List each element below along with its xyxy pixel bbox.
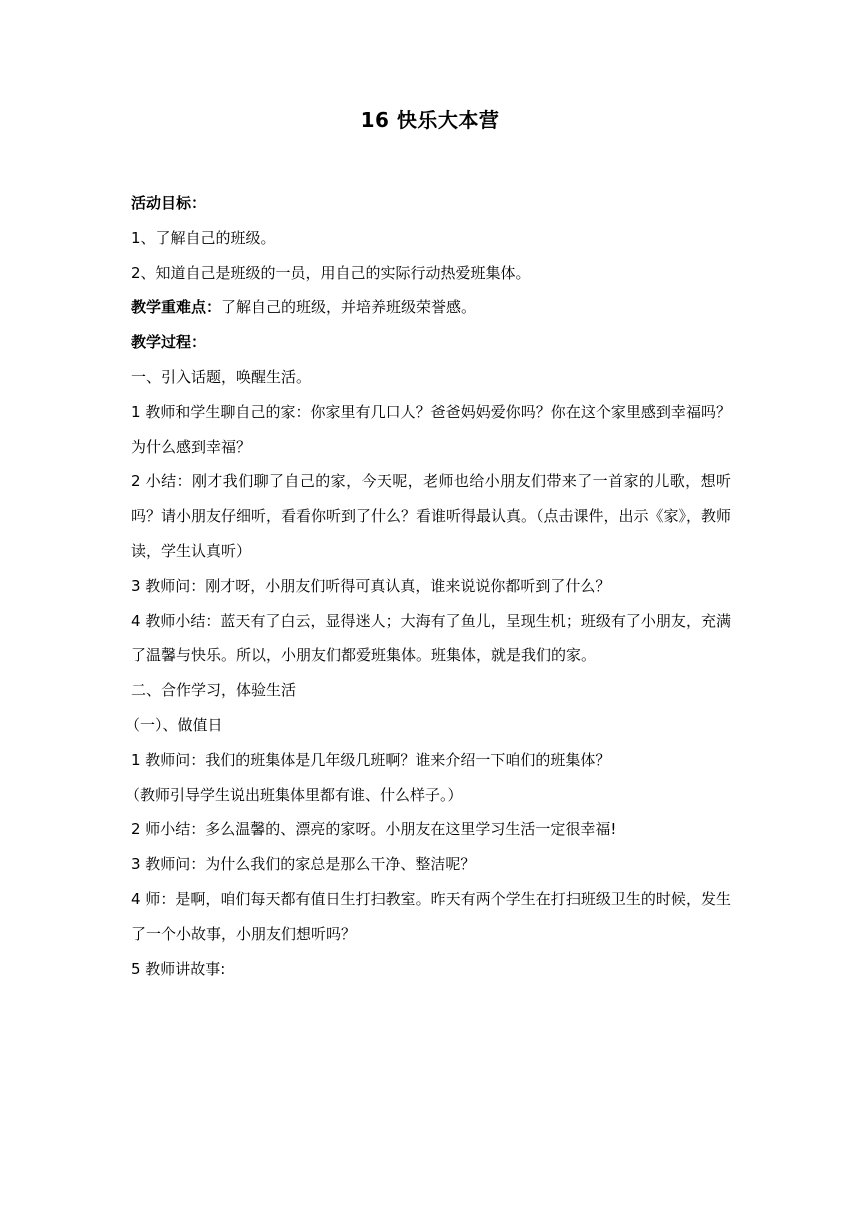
document-body bbox=[125, 186, 732, 986]
section-heading: 一、引入话题，唤醒生活。 bbox=[131, 367, 312, 386]
paragraph: 4 师：是啊，咱们每天都有值日生打扫教室。昨天有两个学生在打扫班级卫生的时候，发生了一个小故事，小朋友们想听吗？ bbox=[131, 889, 731, 943]
subsection-heading: （一）、做值日 bbox=[125, 715, 223, 734]
section-heading: 二、合作学习，体验生活 bbox=[131, 681, 297, 700]
paragraph: 1 教师问：我们的班集体是几年级几班啊？谁来介绍一下咱们的班集体？ bbox=[131, 750, 611, 769]
paragraph: 4 教师小结：蓝天有了白云，显得迷人；大海有了鱼儿，呈现生机；班级有了小朋友，充满了温馨与快乐。所以，小朋友们都爱班集体。班集体，就是我们的家。 bbox=[131, 611, 731, 665]
objectives-heading: 活动目标： bbox=[131, 194, 207, 212]
key-points-label: 教学重难点： bbox=[131, 298, 222, 317]
paragraph: 1 教师和学生聊自己的家：你家里有几口人？爸爸妈妈爱你吗？你在这个家里感到幸福吗？为什么感到幸福？ bbox=[131, 402, 731, 456]
objective-item: 2、知道自己是班级的一员，用自己的实际行动热爱班集体。 bbox=[131, 263, 531, 282]
key-points-text: 了解自己的班级，并培养班级荣誉感。 bbox=[221, 298, 477, 317]
paragraph: 2 小结：刚才我们聊了自己的家，今天呢，老师也给小朋友们带来了一首家的儿歌，想听吗？请小朋友仔细听，看看你听到了什么？看谁听得最认真。（点击课件，出示《家》，教师读，学生认真听） bbox=[131, 472, 732, 560]
objective-item: 1、了解自己的班级。 bbox=[131, 228, 276, 247]
document-title: 16 快乐大本营 bbox=[360, 108, 500, 132]
process-heading: 教学过程： bbox=[131, 333, 207, 352]
key-points-paragraph bbox=[131, 290, 731, 325]
paragraph: 5 教师讲故事: bbox=[131, 959, 226, 978]
paragraph: 2 师小结：多么温馨的、漂亮的家呀。小朋友在这里学习生活一定很幸福! bbox=[131, 820, 617, 839]
paragraph: 3 教师问：为什么我们的家总是那么干净、整洁呢？ bbox=[131, 855, 476, 874]
paragraph: 3 教师问：刚才呀，小朋友们听得可真认真，谁来说说你都听到了什么？ bbox=[131, 576, 611, 595]
paragraph-note: （教师引导学生说出班集体里都有谁、什么样子。） bbox=[125, 785, 463, 804]
